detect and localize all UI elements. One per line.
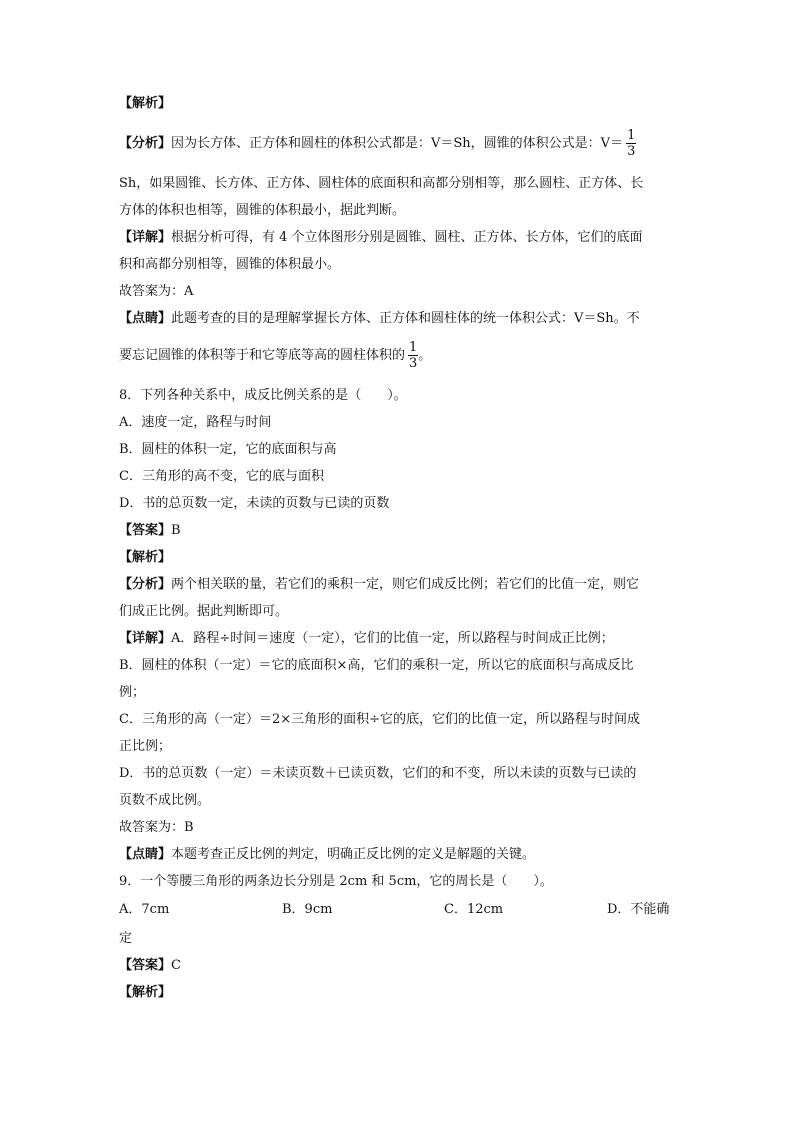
detail-paragraph-line-1 xyxy=(119,230,643,246)
fraction-numerator: 1 xyxy=(409,340,418,355)
answer-value: B xyxy=(171,523,181,538)
comment-text: 此题考查的目的是理解掌握长方体、正方体和圆柱体的统一体积公式：V＝Sh。不 xyxy=(171,311,640,326)
question-9-stem: 9．一个等腰三角形的两条边长分别是 2cm 和 5cm，它的周长是（ ）。 xyxy=(119,874,553,889)
question-9-option-d: D．不能确 xyxy=(607,902,670,917)
question-8-analysis-heading: 【解析】 xyxy=(119,550,172,565)
question-8-detail-c-line-1: C．三角形的高（一定）＝2×三角形的面积÷它的底，它们的比值一定，所以路程与时间成 xyxy=(119,712,641,727)
analysis-heading: 【解析】 xyxy=(119,96,172,111)
question-8-option-c: C．三角形的高不变，它的底与面积 xyxy=(119,469,324,484)
fraction-one-third xyxy=(408,340,418,371)
question-9-analysis-heading: 【解析】 xyxy=(119,985,172,1000)
question-8-analysis-line-2: 们成正比例。据此判断即可。 xyxy=(119,604,289,619)
analysis-text: 因为长方体、正方体和圆柱的体积公式都是：V＝Sh，圆锥的体积公式是：V＝ xyxy=(171,136,624,151)
answer-line: 故答案为：A xyxy=(119,284,194,299)
analysis-label: 【分析】 xyxy=(119,136,172,151)
question-8-comment xyxy=(119,847,535,863)
comment-text: 本题考查正反比例的判定，明确正反比例的定义是解题的关键。 xyxy=(171,847,536,862)
detail-label: 【详解】 xyxy=(119,631,172,646)
question-8-detail-a xyxy=(119,631,614,647)
answer-label: 【答案】 xyxy=(119,958,172,973)
comment-paragraph-line-2 xyxy=(119,340,431,371)
analysis-text: 两个相关联的量，若它们的乘积一定，则它们成反比例；若它们的比值一定，则它 xyxy=(171,577,640,592)
question-9-option-a: A．7cm xyxy=(119,902,170,917)
fraction-one-third xyxy=(626,128,636,159)
detail-text: A．路程÷时间＝速度（一定），它们的比值一定，所以路程与时间成正比例； xyxy=(171,631,614,646)
answer-label: 【答案】 xyxy=(119,523,172,538)
analysis-paragraph-line-1 xyxy=(119,128,636,159)
question-8-detail-b-line-1: B．圆柱的体积（一定）＝它的底面积×高，它们的乘积一定，所以它的底面积与高成反比 xyxy=(119,658,634,673)
question-8-answer xyxy=(119,523,181,539)
comment-text-2: 要忘记圆锥的体积等于和它等底等高的圆柱体积的 xyxy=(119,348,406,363)
question-8-detail-d-line-1: D．书的总页数（一定）＝未读页数＋已读页数，它们的和不变，所以未读的页数与已读的 xyxy=(119,766,637,781)
question-8-detail-c-line-2: 正比例； xyxy=(119,739,172,754)
analysis-paragraph-line-2: Sh，如果圆锥、长方体、正方体、圆柱体的底面积和高都分别相等，那么圆柱、正方体、长 xyxy=(119,176,644,191)
question-8-option-d: D．书的总页数一定，未读的页数与已读的页数 xyxy=(119,496,390,511)
question-9-option-b: B．9cm xyxy=(282,902,333,917)
question-8-detail-b-line-2: 例； xyxy=(119,685,146,700)
question-8-detail-d-line-2: 页数不成比例。 xyxy=(119,793,211,808)
detail-label: 【详解】 xyxy=(119,230,172,245)
fraction-numerator: 1 xyxy=(627,128,636,143)
analysis-paragraph-line-3: 方体的体积也相等，圆锥的体积最小，据此判断。 xyxy=(119,203,406,218)
comment-text-end: 。 xyxy=(418,348,432,363)
question-9-option-d-wrap: 定 xyxy=(119,931,133,946)
answer-value: C xyxy=(171,958,181,973)
question-8-stem: 8．下列各种关系中，成反比例关系的是（ ）。 xyxy=(119,388,407,403)
detail-paragraph-line-2: 积和高都分别相等，圆锥的体积最小。 xyxy=(119,257,341,272)
question-8-option-b: B．圆柱的体积一定，它的底面积与高 xyxy=(119,442,337,457)
question-9-option-c: C．12cm xyxy=(444,902,504,917)
detail-text: 根据分析可得，有 4 个立体图形分别是圆锥、圆柱、正方体、长方体，它们的底面 xyxy=(171,230,643,245)
question-8-analysis-line-1 xyxy=(119,577,639,593)
question-9-answer xyxy=(119,958,181,974)
fraction-denominator: 3 xyxy=(409,356,418,371)
comment-label: 【点睛】 xyxy=(119,311,172,326)
analysis-label: 【分析】 xyxy=(119,577,172,592)
question-8-answer-line: 故答案为：B xyxy=(119,820,194,835)
comment-paragraph-line-1 xyxy=(119,311,640,327)
comment-label: 【点睛】 xyxy=(119,847,172,862)
fraction-denominator: 3 xyxy=(627,144,636,159)
question-8-option-a: A．速度一定，路程与时间 xyxy=(119,415,272,430)
